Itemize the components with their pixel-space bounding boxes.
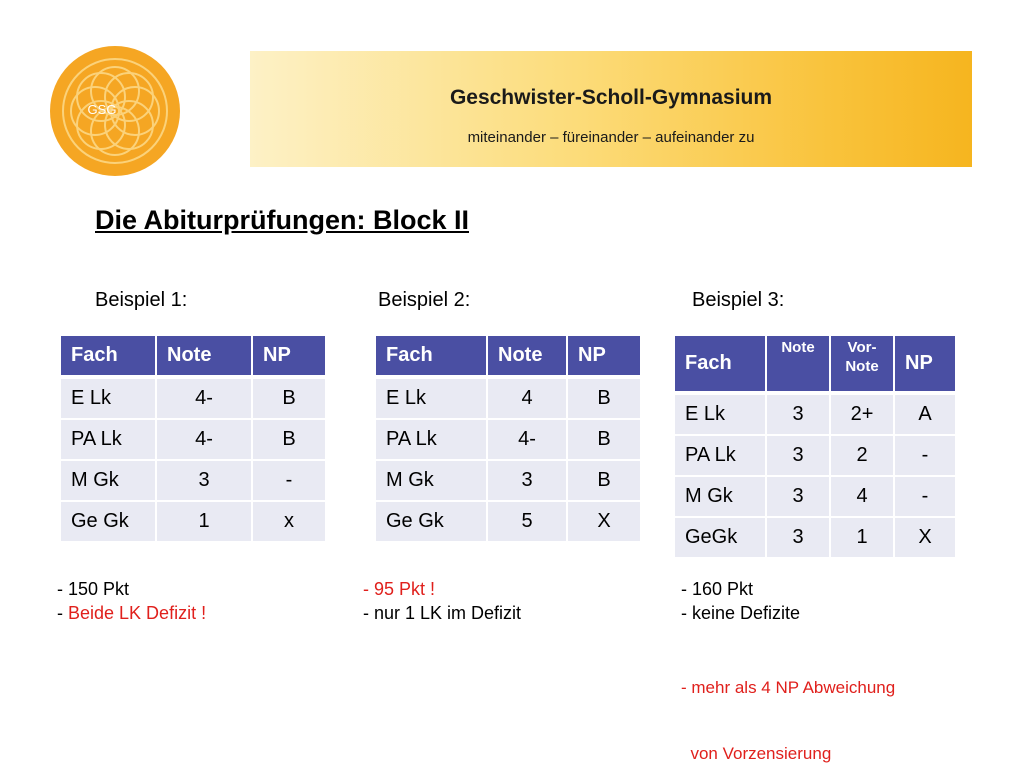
grade-cell: 3 (766, 435, 830, 476)
column-header: Vor-Note (830, 335, 894, 394)
page-title: Die Abiturprüfungen: Block II (95, 205, 469, 235)
example-3-table (674, 335, 956, 558)
np-cell: B (252, 378, 326, 419)
grade-cell: 3 (766, 394, 830, 435)
table-row (60, 419, 326, 460)
table-row (60, 378, 326, 419)
grade-cell: 4- (156, 419, 252, 460)
np-cell: B (567, 460, 641, 501)
header-banner (250, 51, 972, 167)
example-1-table (60, 335, 326, 542)
note-text: Beide LK Defizit ! (68, 603, 207, 623)
column-header: NP (567, 335, 641, 378)
table-header-row (674, 335, 956, 394)
example-2-label: Beispiel 2: (378, 289, 471, 311)
grade-cell: 3 (766, 476, 830, 517)
subject-cell: E Lk (375, 378, 487, 419)
table-row (674, 394, 956, 435)
example-2-table (375, 335, 641, 542)
column-header: Note (156, 335, 252, 378)
column-header: NP (252, 335, 326, 378)
table-header-row (60, 335, 326, 378)
note-text: von Vorzensierung (690, 744, 832, 763)
np-cell: - (894, 435, 956, 476)
note-line: - 95 Pkt ! (363, 579, 436, 599)
school-logo (50, 46, 180, 176)
column-header: Note (487, 335, 567, 378)
np-cell: - (252, 460, 326, 501)
table-row (674, 476, 956, 517)
note-text: 160 Pkt (692, 579, 754, 599)
column-header: Note (766, 335, 830, 394)
subject-cell: Ge Gk (375, 501, 487, 542)
grade-cell: 4 (487, 378, 567, 419)
note-line (681, 743, 895, 765)
example-1-label: Beispiel 1: (95, 289, 188, 311)
pre-grade-cell: 4 (830, 476, 894, 517)
table-row (674, 435, 956, 476)
school-motto: miteinander – füreinander – aufeinander zu (467, 129, 755, 146)
subject-cell: GeGk (674, 517, 766, 558)
note-line: - nur 1 LK im Defizit (363, 603, 522, 623)
table-row (375, 419, 641, 460)
note-line: - 160 Pkt (681, 579, 754, 599)
subject-cell: E Lk (60, 378, 156, 419)
column-header: Fach (674, 335, 766, 394)
np-cell: A (894, 394, 956, 435)
np-cell: X (567, 501, 641, 542)
note-line: - Beide LK Defizit ! (57, 603, 207, 623)
subject-cell: PA Lk (375, 419, 487, 460)
subject-cell: M Gk (375, 460, 487, 501)
table-row (375, 378, 641, 419)
grade-cell: 1 (156, 501, 252, 542)
np-cell: x (252, 501, 326, 542)
note-line: - keine Defizite (681, 603, 801, 623)
logo-text: GSG (87, 102, 117, 117)
table-row (375, 460, 641, 501)
subject-cell: M Gk (674, 476, 766, 517)
np-cell: - (894, 476, 956, 517)
column-header: Fach (375, 335, 487, 378)
table-row (60, 501, 326, 542)
note-line: - 150 Pkt (57, 579, 130, 599)
grade-cell: 4- (487, 419, 567, 460)
column-header: Fach (60, 335, 156, 378)
subject-cell: M Gk (60, 460, 156, 501)
table-header-row (375, 335, 641, 378)
grade-cell: 5 (487, 501, 567, 542)
note-text: keine Defizite (692, 603, 801, 623)
pre-grade-cell: 2 (830, 435, 894, 476)
subject-cell: Ge Gk (60, 501, 156, 542)
note-text: 150 Pkt (68, 579, 130, 599)
grade-cell: 3 (156, 460, 252, 501)
pre-grade-cell: 2+ (830, 394, 894, 435)
note-line: - mehr als 4 NP Abweichung (681, 678, 896, 697)
note-text: mehr als 4 NP Abweichung (691, 678, 896, 697)
example-3-red-notes (681, 633, 895, 768)
np-cell: B (252, 419, 326, 460)
pre-grade-cell: 1 (830, 517, 894, 558)
np-cell: X (894, 517, 956, 558)
table-row (60, 460, 326, 501)
table-row (375, 501, 641, 542)
subject-cell: PA Lk (674, 435, 766, 476)
grade-cell: 3 (487, 460, 567, 501)
subject-cell: E Lk (674, 394, 766, 435)
example-3-notes (681, 577, 800, 625)
np-cell: B (567, 378, 641, 419)
example-3-label: Beispiel 3: (692, 289, 785, 311)
subject-cell: PA Lk (60, 419, 156, 460)
column-header: NP (894, 335, 956, 394)
grade-cell: 4- (156, 378, 252, 419)
np-cell: B (567, 419, 641, 460)
grade-cell: 3 (766, 517, 830, 558)
example-1-notes (57, 577, 206, 625)
example-2-notes (363, 577, 521, 625)
note-text: 95 Pkt ! (374, 579, 436, 599)
table-row (674, 517, 956, 558)
school-name: Geschwister-Scholl-Gymnasium (449, 86, 773, 109)
note-text: nur 1 LK im Defizit (374, 603, 522, 623)
